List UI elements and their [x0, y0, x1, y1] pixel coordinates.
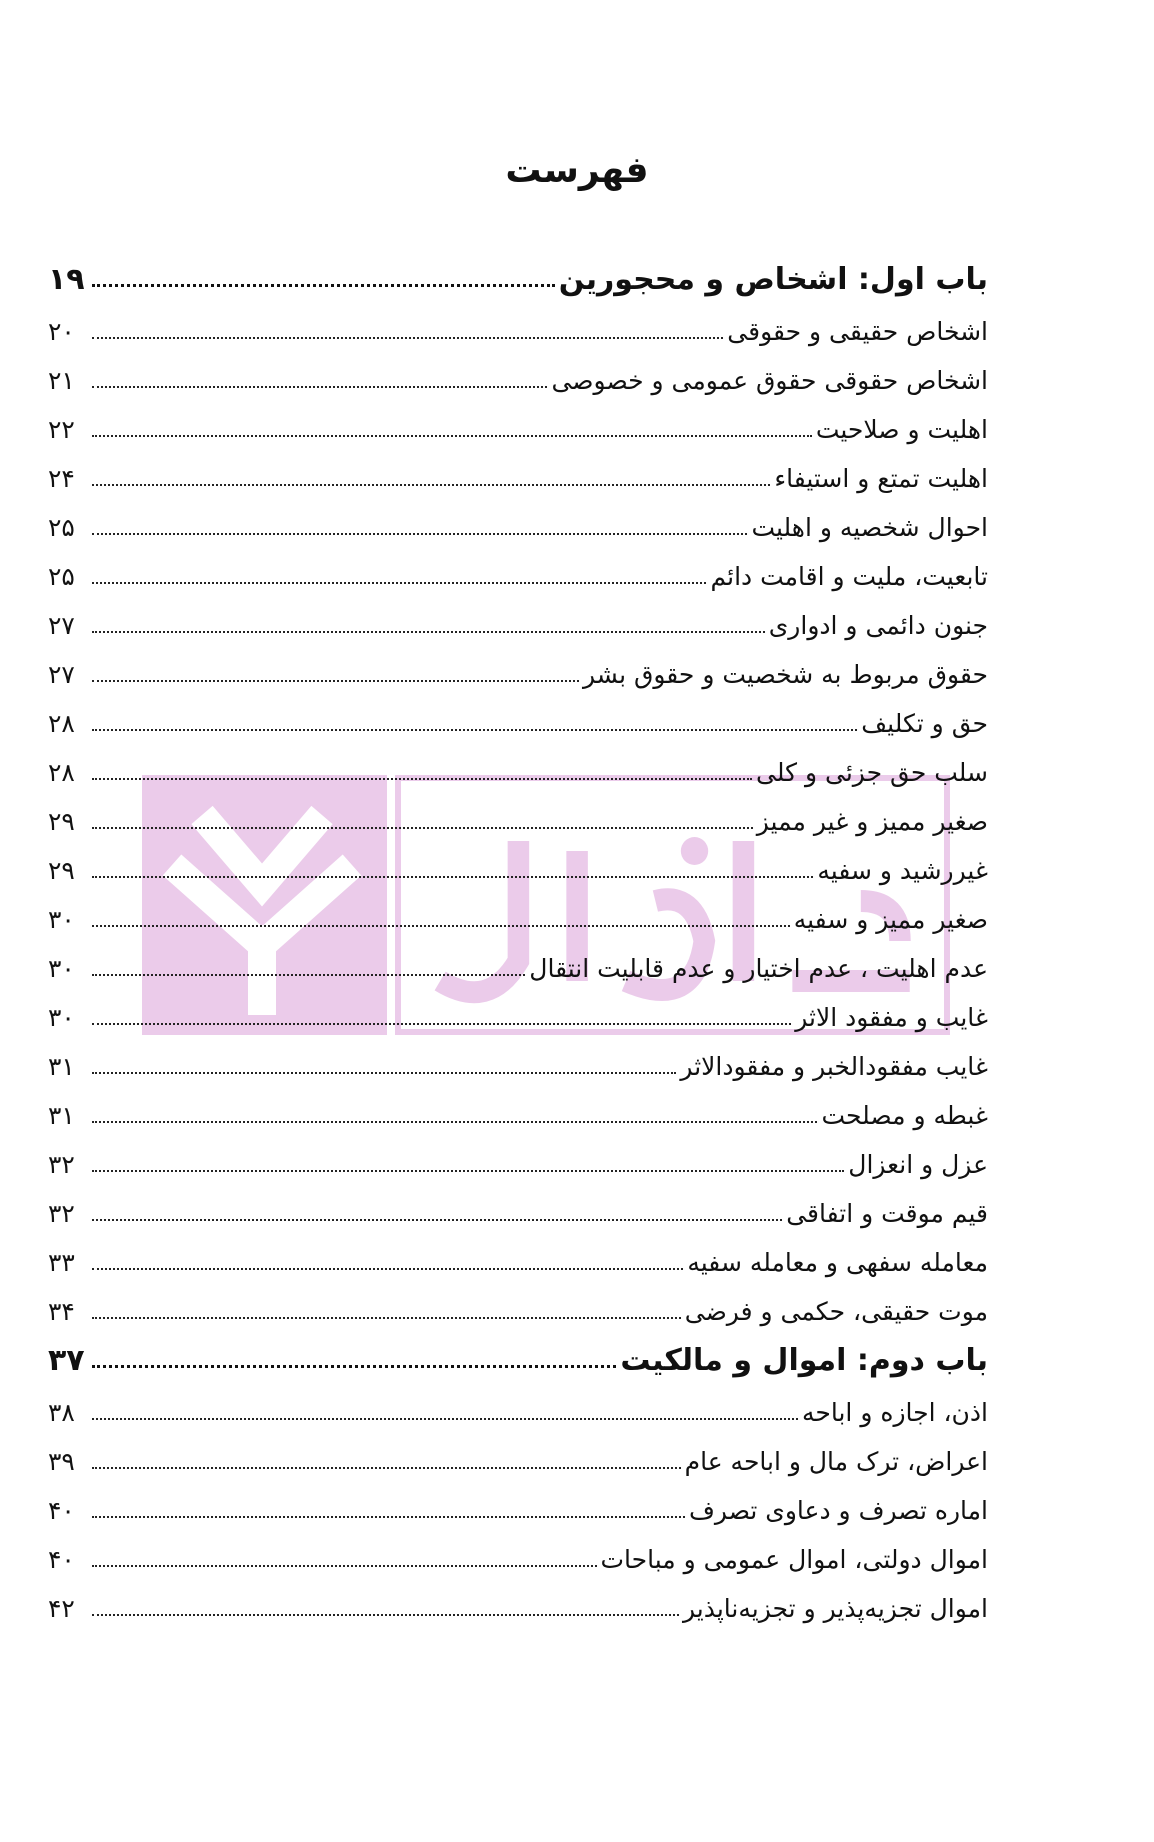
toc-entry	[48, 836, 988, 885]
dot-leader	[92, 1219, 782, 1221]
toc-entry	[48, 689, 988, 738]
toc-entry	[48, 983, 988, 1032]
toc-entry-page-number: ۳۹	[48, 1447, 75, 1476]
toc-entry-label: اشخاص حقوقی حقوق عمومی و خصوصی	[551, 366, 988, 395]
toc-entry	[48, 787, 988, 836]
toc-entry	[48, 934, 988, 983]
toc-entry-page-number: ۲۵	[48, 513, 75, 542]
toc-entry-label: اهلیت و صلاحیت	[815, 415, 988, 444]
toc-entry-page-number: ۴۰	[48, 1496, 75, 1525]
dot-leader	[92, 876, 813, 878]
dot-leader	[92, 386, 547, 388]
toc-entry	[48, 1525, 988, 1574]
toc-entry	[48, 395, 988, 444]
dot-leader	[92, 582, 706, 584]
toc-entry	[48, 1130, 988, 1179]
dot-leader	[92, 1614, 679, 1616]
dot-leader	[92, 974, 525, 976]
toc-entry-page-number: ۴۲	[48, 1594, 75, 1623]
toc-entry	[48, 1476, 988, 1525]
toc-entry-label: اعراض، ترک مال و اباحه عام	[684, 1447, 988, 1476]
dot-leader	[92, 533, 747, 535]
toc-entry	[48, 640, 988, 689]
toc-entry	[48, 444, 988, 493]
dot-leader	[92, 827, 753, 829]
toc-chapter-page-number: ۳۷	[48, 1343, 85, 1378]
dot-leader	[92, 1121, 817, 1123]
toc-entry	[48, 1081, 988, 1130]
toc-entry-page-number: ۳۴	[48, 1297, 75, 1326]
toc-entry	[48, 1179, 988, 1228]
toc-entry	[48, 493, 988, 542]
toc-chapter	[48, 1326, 988, 1378]
toc-entry-page-number: ۳۱	[48, 1101, 75, 1130]
toc-entry-page-number: ۲۸	[48, 709, 75, 738]
toc-entry-label: موت حقیقی، حکمی و فرضی	[684, 1297, 988, 1326]
toc-entry	[48, 346, 988, 395]
dot-leader	[92, 1467, 681, 1469]
dot-leader	[92, 1317, 681, 1319]
toc-entry-label: غبطه و مصلحت	[821, 1101, 988, 1130]
toc-chapter-page-number: ۱۹	[48, 262, 85, 297]
table-of-contents	[48, 245, 988, 1623]
toc-entry	[48, 1032, 988, 1081]
toc-entry	[48, 1574, 988, 1623]
toc-entry-label: عدم اهلیت ، عدم اختیار و عدم قابلیت انتقال	[529, 954, 988, 983]
dot-leader	[92, 631, 765, 633]
toc-entry-page-number: ۳۱	[48, 1052, 75, 1081]
toc-entry-label: اموال تجزیه‌پذیر و تجزیه‌ناپذیر	[682, 1594, 988, 1623]
dot-leader	[92, 778, 752, 780]
toc-entry-label: تابعیت، ملیت و اقامت دائم	[710, 562, 988, 591]
toc-entry-label: صغیر ممیز و غیر ممیز	[756, 807, 988, 836]
toc-entry	[48, 1378, 988, 1427]
toc-entry-label: معامله سفهی و معامله سفیه	[687, 1248, 988, 1277]
toc-entry-label: غایب مفقودالخبر و مفقودالاثر	[680, 1052, 988, 1081]
toc-entry	[48, 885, 988, 934]
toc-entry	[48, 591, 988, 640]
dot-leader	[92, 1072, 676, 1074]
toc-entry-label: اماره تصرف و دعاوی تصرف	[689, 1496, 988, 1525]
toc-entry	[48, 297, 988, 346]
dot-leader	[92, 435, 812, 437]
dot-leader	[92, 1365, 616, 1368]
toc-entry-label: اموال دولتی، اموال عمومی و مباحات	[600, 1545, 988, 1574]
toc-entry-label: غایب و مفقود الاثر	[795, 1003, 988, 1032]
toc-entry-page-number: ۲۲	[48, 415, 75, 444]
toc-entry-page-number: ۳۰	[48, 905, 75, 934]
toc-entry-label: احوال شخصیه و اهلیت	[751, 513, 988, 542]
toc-entry	[48, 1228, 988, 1277]
toc-entry-page-number: ۲۸	[48, 758, 75, 787]
toc-entry-page-number: ۲۷	[48, 611, 75, 640]
toc-entry-page-number: ۳۰	[48, 1003, 75, 1032]
toc-entry-page-number: ۳۳	[48, 1248, 75, 1277]
toc-entry-label: غیررشید و سفیه	[817, 856, 988, 885]
toc-entry-page-number: ۲۰	[48, 317, 75, 346]
toc-entry-page-number: ۲۵	[48, 562, 75, 591]
toc-entry-label: اذن، اجازه و اباحه	[802, 1398, 988, 1427]
dot-leader	[92, 1516, 685, 1518]
dot-leader	[92, 484, 770, 486]
dot-leader	[92, 680, 579, 682]
dot-leader	[92, 284, 555, 287]
dot-leader	[92, 337, 723, 339]
dot-leader	[92, 1023, 791, 1025]
dot-leader	[92, 729, 857, 731]
toc-entry	[48, 542, 988, 591]
toc-entry-page-number: ۲۱	[48, 366, 75, 395]
toc-entry-label: حقوق مربوط به شخصیت و حقوق بشر	[582, 660, 988, 689]
toc-entry-label: حق و تکلیف	[861, 709, 988, 738]
toc-entry-label: اشخاص حقیقی و حقوقی	[727, 317, 988, 346]
dot-leader	[92, 1170, 844, 1172]
toc-entry	[48, 1427, 988, 1476]
dot-leader	[92, 925, 790, 927]
toc-entry-page-number: ۴۰	[48, 1545, 75, 1574]
toc-entry	[48, 1277, 988, 1326]
dot-leader	[92, 1565, 597, 1567]
toc-entry-label: سلب حق جزئی و کلی	[756, 758, 988, 787]
toc-chapter-label: باب اول: اشخاص و محجورین	[558, 262, 988, 297]
toc-entry-page-number: ۲۹	[48, 856, 75, 885]
toc-entry-page-number: ۲۷	[48, 660, 75, 689]
toc-entry-label: صغیر ممیز و سفیه	[793, 905, 988, 934]
toc-chapter	[48, 245, 988, 297]
toc-entry-label: اهلیت تمتع و استیفاء	[774, 464, 988, 493]
toc-chapter-label: باب دوم: اموال و مالکیت	[620, 1343, 988, 1378]
toc-entry-label: قیم موقت و اتفاقی	[786, 1199, 988, 1228]
page-title: فهرست	[505, 150, 649, 191]
toc-entry-label: جنون دائمی و ادواری	[768, 611, 988, 640]
toc-entry-page-number: ۳۰	[48, 954, 75, 983]
toc-entry-label: عزل و انعزال	[848, 1150, 988, 1179]
toc-entry-page-number: ۳۲	[48, 1199, 75, 1228]
toc-entry	[48, 738, 988, 787]
dot-leader	[92, 1418, 798, 1420]
toc-entry-page-number: ۲۹	[48, 807, 75, 836]
toc-entry-page-number: ۳۲	[48, 1150, 75, 1179]
toc-entry-page-number: ۲۴	[48, 464, 75, 493]
toc-entry-page-number: ۳۸	[48, 1398, 75, 1427]
dot-leader	[92, 1268, 683, 1270]
